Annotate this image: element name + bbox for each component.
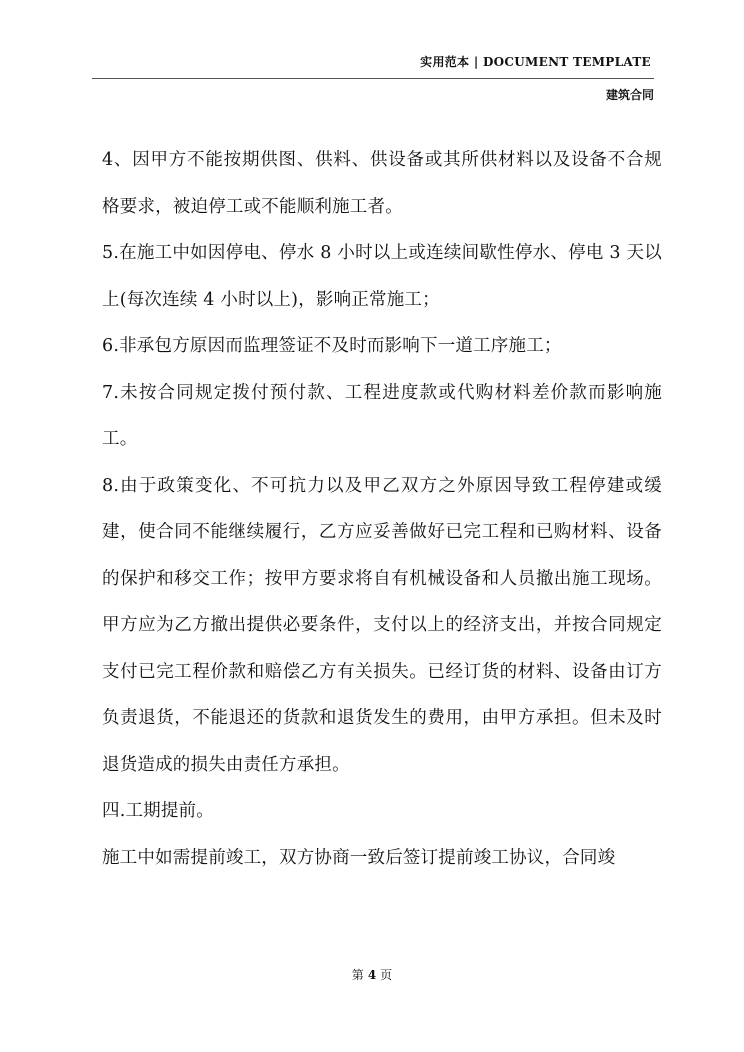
paragraph-item-5: 5.在施工中如因停电、停水 8 小时以上或连续间歇性停水、停电 3 天以上(每次连续 4 小时以上)，影响正常施工； [102,243,662,310]
paragraph-item-6: 6.非承包方原因而监理签证不及时而影响下一道工序施工； [102,336,562,356]
section-heading-early-completion: 四.工期提前。 [102,801,214,821]
page-prefix: 第 [351,968,364,982]
page-footer [0,966,744,983]
page-number: 4 [367,968,377,982]
header-subtitle: 建筑合同 [605,88,654,102]
header-title: 实用范本 | DOCUMENT TEMPLATE [420,55,651,69]
paragraph-early-completion: 施工中如需提前竣工，双方协商一致后签订提前竣工协议，合同竣 [102,847,616,868]
document-body [102,137,662,881]
paragraph-item-7: 7.未按合同规定拨付预付款、工程进度款或代购材料差价款而影响施工。 [102,382,662,449]
paragraph-item-4: 4、因甲方不能按期供图、供料、供设备或其所供材料以及设备不合规格要求，被迫停工或不能顺利施工者。 [102,150,662,217]
page-header [0,0,744,110]
header-divider [92,78,654,79]
page-suffix: 页 [380,968,393,982]
paragraph-item-8: 8.由于政策变化、不可抗力以及甲乙双方之外原因导致工程停建或缓建，使合同不能继续履行，乙方应妥善做好已完工程和已购材料、设备的保护和移交工作；按甲方要求将自有机械设备和人员撤出施工现场。甲方应为乙方撤出提供必要条件，支付以上的经济支出，并按合同规定支付已完工程价款和赔偿乙方有关损失。已经订货的材料、设备由订方负责退货，不能退还的货款和退货发生的费用，由甲方承担。但未及时退货造成的损失由责任方承担。 [102,475,662,775]
